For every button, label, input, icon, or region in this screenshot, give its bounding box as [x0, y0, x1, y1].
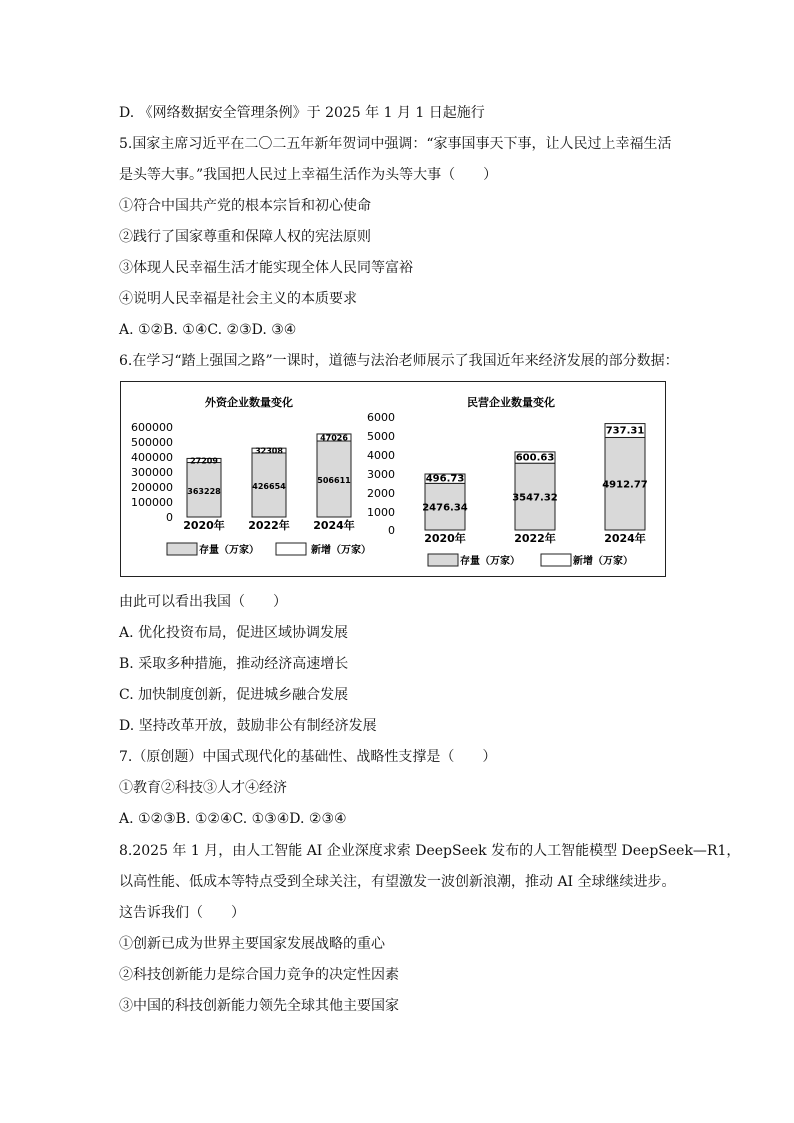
data-label: 496.73: [425, 473, 465, 485]
y-tick-label: 5000: [367, 430, 395, 443]
question-5-stem-cont: 是头等大事。”我国把人民过上幸福生活作为头等大事（ ）: [119, 167, 498, 183]
y-tick-label: 4000: [367, 449, 395, 462]
statement-3: ③体现人民幸福生活才能实现全体人民同等富裕: [119, 260, 413, 276]
data-label: 4912.77: [602, 479, 648, 491]
y-tick-label: 100000: [131, 496, 173, 509]
category-label: 2020年: [424, 532, 466, 545]
legend-swatch: [276, 543, 306, 555]
question-8-stem-cont: 以高性能、低成本等特点受到全球关注，有望激发一波创新浪潮，推动 AI 全球继续进步。: [119, 874, 676, 890]
legend-label: 存量（万家）: [199, 545, 259, 556]
q8-statement-1: ①创新已成为世界主要国家发展战略的重心: [119, 936, 385, 952]
legend-swatch: [428, 554, 458, 566]
question-8-prompt: 这告诉我们（ ）: [119, 905, 245, 921]
question-7-items: ①教育②科技③人才④经济: [119, 780, 287, 796]
data-label: 506611: [317, 476, 351, 486]
answer-options: A. ①②B. ①④C. ②③D. ③④: [119, 322, 297, 338]
legend-label: 存量（万家）: [460, 556, 520, 567]
y-tick-label: 400000: [131, 451, 173, 464]
question-8-stem: 8.2025 年 1 月，由人工智能 AI 企业深度求索 DeepSeek 发布的人工智能模型 DeepSeek—R1，: [119, 843, 741, 859]
y-tick-label: 300000: [131, 466, 173, 479]
y-tick-label: 2000: [367, 487, 395, 500]
data-label: 27209: [190, 456, 218, 466]
option-c: C. 加快制度创新，促进城乡融合发展: [119, 687, 349, 703]
statement-2: ②践行了国家尊重和保障人权的宪法原则: [119, 229, 371, 245]
chart-title: 外资企业数量变化: [205, 396, 293, 409]
data-label: 600.63: [515, 452, 555, 464]
q8-statement-2: ②科技创新能力是综合国力竞争的决定性因素: [119, 967, 399, 983]
option-b: B. 采取多种措施，推动经济高速增长: [119, 656, 349, 672]
data-label: 737.31: [605, 425, 645, 437]
question-7-stem: 7.（原创题）中国式现代化的基础性、战略性支撑是（ ）: [119, 749, 497, 765]
question-7-options: A. ①②③B. ①②④C. ①③④D. ②③④: [119, 811, 347, 827]
legend-label: 新增（万家）: [311, 545, 371, 556]
y-tick-label: 1000: [367, 506, 395, 519]
question-6-stem: 6.在学习“踏上强国之路”一课时，道德与法治老师展示了我国近年来经济发展的部分数据：: [119, 353, 679, 369]
question-6-prompt: 由此可以看出我国（ ）: [119, 594, 287, 610]
statement-1: ①符合中国共产党的根本宗旨和初心使命: [119, 198, 371, 214]
y-tick-label: 200000: [131, 481, 173, 494]
q8-statement-3: ③中国的科技创新能力领先全球其他主要国家: [119, 998, 399, 1014]
option-d: D. 坚持改革开放，鼓励非公有制经济发展: [119, 718, 377, 734]
category-label: 2022年: [514, 532, 556, 545]
y-tick-label: 6000: [367, 411, 395, 424]
statement-4: ④说明人民幸福是社会主义的本质要求: [119, 291, 357, 307]
data-label: 2476.34: [422, 502, 468, 514]
chart-figure: [120, 381, 666, 577]
data-label: 47026: [320, 433, 348, 443]
option-a: A. 优化投资布局，促进区域协调发展: [119, 625, 349, 641]
data-label: 3547.32: [512, 492, 558, 504]
category-label: 2024年: [604, 532, 646, 545]
y-tick-label: 600000: [131, 421, 173, 434]
question-5-stem: 5.国家主席习近平在二〇二五年新年贺词中强调：“家事国事天下事，让人民过上幸福生活: [119, 136, 672, 152]
category-label: 2020年: [183, 519, 225, 532]
legend-swatch: [167, 543, 197, 555]
data-label: 363228: [187, 486, 221, 496]
y-tick-label: 500000: [131, 436, 173, 449]
y-tick-label: 0: [388, 524, 395, 537]
data-label: 426654: [252, 482, 286, 492]
category-label: 2024年: [313, 519, 355, 532]
chart-title: 民营企业数量变化: [467, 396, 555, 409]
chart-svg: [121, 382, 665, 576]
legend-label: 新增（万家）: [573, 556, 633, 567]
category-label: 2022年: [248, 519, 290, 532]
y-tick-label: 3000: [367, 468, 395, 481]
data-label: 32308: [255, 446, 283, 456]
y-tick-label: 0: [166, 511, 173, 524]
text-line: D. 《网络数据安全管理条例》于 2025 年 1 月 1 日起施行: [119, 105, 485, 121]
legend-swatch: [541, 554, 571, 566]
